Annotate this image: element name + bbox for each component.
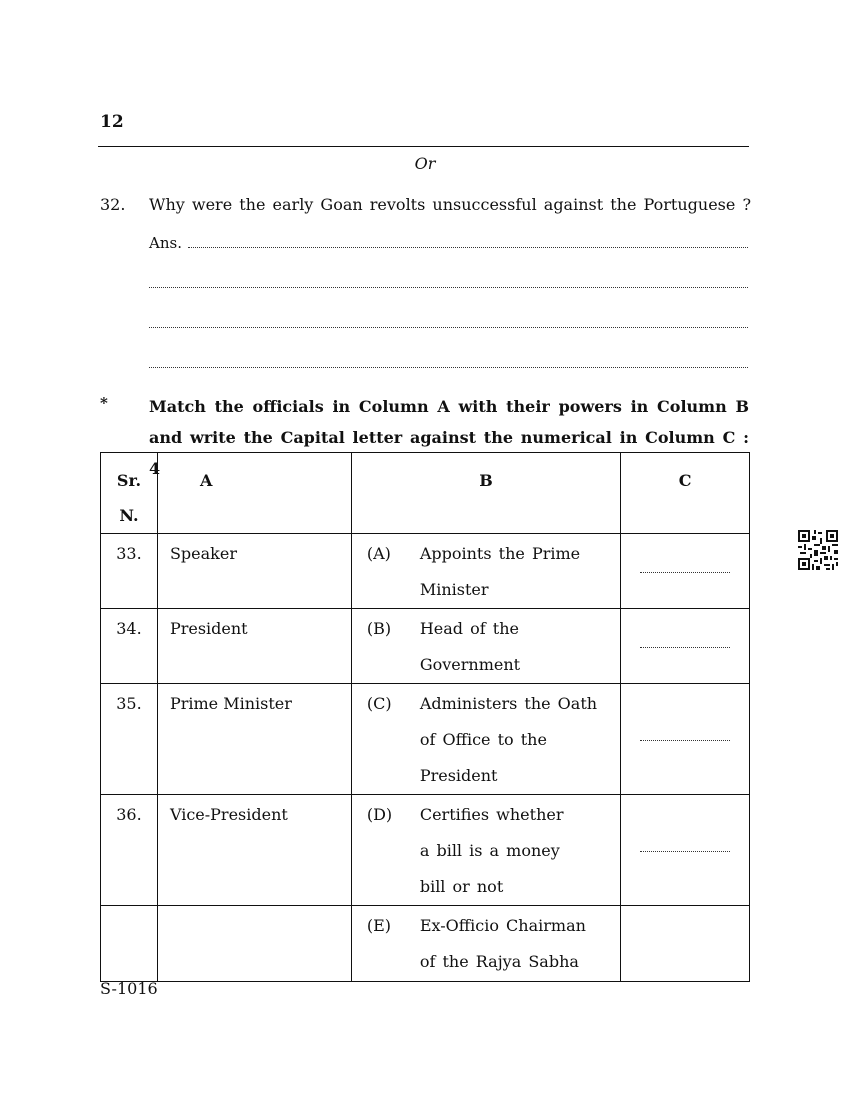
answer-line-4[interactable] <box>149 367 748 368</box>
power-text-line: Minister <box>419 580 489 599</box>
power-letter: (A) <box>366 544 391 563</box>
power-letter: (E) <box>366 916 391 935</box>
answer-line-1[interactable] <box>188 247 748 248</box>
power-text-line: Certifies whether <box>419 805 564 824</box>
sr-cell <box>101 906 158 982</box>
power-letter: (D) <box>366 805 393 824</box>
header-column-b: B <box>351 453 620 534</box>
header-sr: Sr. N. <box>101 453 158 534</box>
sr-cell: 34. <box>101 609 158 684</box>
answer-label: Ans. <box>149 234 182 252</box>
power-text-line: of the Rajya Sabha <box>419 952 579 971</box>
power-cell <box>351 609 620 684</box>
section-marker: * <box>100 394 108 412</box>
answer-line-3[interactable] <box>149 327 748 328</box>
power-letter: (C) <box>366 694 392 713</box>
answer-blank[interactable] <box>640 851 730 852</box>
official-cell <box>157 906 351 982</box>
power-text-line: Administers the Oath <box>419 694 598 713</box>
power-text-line: a bill is a money <box>419 841 560 860</box>
table-row <box>101 795 750 906</box>
sr-cell: 33. <box>101 534 158 609</box>
paper-code: S-1016 <box>100 979 158 998</box>
power-cell <box>351 795 620 906</box>
power-cell <box>351 534 620 609</box>
answer-cell <box>621 906 750 982</box>
header-column-a: A <box>157 453 351 534</box>
power-text-line: Government <box>419 655 521 674</box>
sr-cell: 35. <box>101 684 158 795</box>
answer-cell[interactable] <box>621 795 750 906</box>
power-text-line: Head of the <box>419 619 519 638</box>
power-text-line: bill or not <box>419 877 504 896</box>
power-text-line: of Office to the <box>419 730 547 749</box>
sr-cell: 36. <box>101 795 158 906</box>
power-cell <box>351 684 620 795</box>
or-label: Or <box>414 154 436 173</box>
official-cell: Vice-President <box>157 795 351 906</box>
power-text-line: President <box>419 766 498 785</box>
table-row <box>101 906 750 982</box>
instruction-line-2: and write the Capital letter against the numerical in Column C : 4 <box>149 428 749 478</box>
header-rule <box>98 146 749 147</box>
power-cell <box>351 906 620 982</box>
matching-table <box>100 452 750 982</box>
page-number: 12 <box>100 112 124 132</box>
table-header-row <box>101 453 750 534</box>
answer-blank[interactable] <box>640 740 730 741</box>
table-row <box>101 684 750 795</box>
answer-cell[interactable] <box>621 534 750 609</box>
answer-line-2[interactable] <box>149 287 748 288</box>
answer-cell[interactable] <box>621 609 750 684</box>
power-text-line: Appoints the Prime <box>419 544 581 563</box>
power-text-line: Ex-Officio Chairman <box>419 916 586 935</box>
official-cell: Prime Minister <box>157 684 351 795</box>
answer-cell[interactable] <box>621 684 750 795</box>
official-cell: Speaker <box>157 534 351 609</box>
answer-blank[interactable] <box>640 572 730 573</box>
header-column-c: C <box>621 453 750 534</box>
table-row <box>101 534 750 609</box>
power-letter: (B) <box>366 619 392 638</box>
question-32-number: 32. <box>100 195 126 214</box>
official-cell: President <box>157 609 351 684</box>
table-row <box>101 609 750 684</box>
question-32-text: Why were the early Goan revolts unsuccessful against the Portuguese ? <box>149 195 752 214</box>
qr-code-icon <box>798 530 838 570</box>
instruction-line-1: Match the officials in Column A with their powers in Column B <box>149 397 749 416</box>
answer-blank[interactable] <box>640 647 730 648</box>
